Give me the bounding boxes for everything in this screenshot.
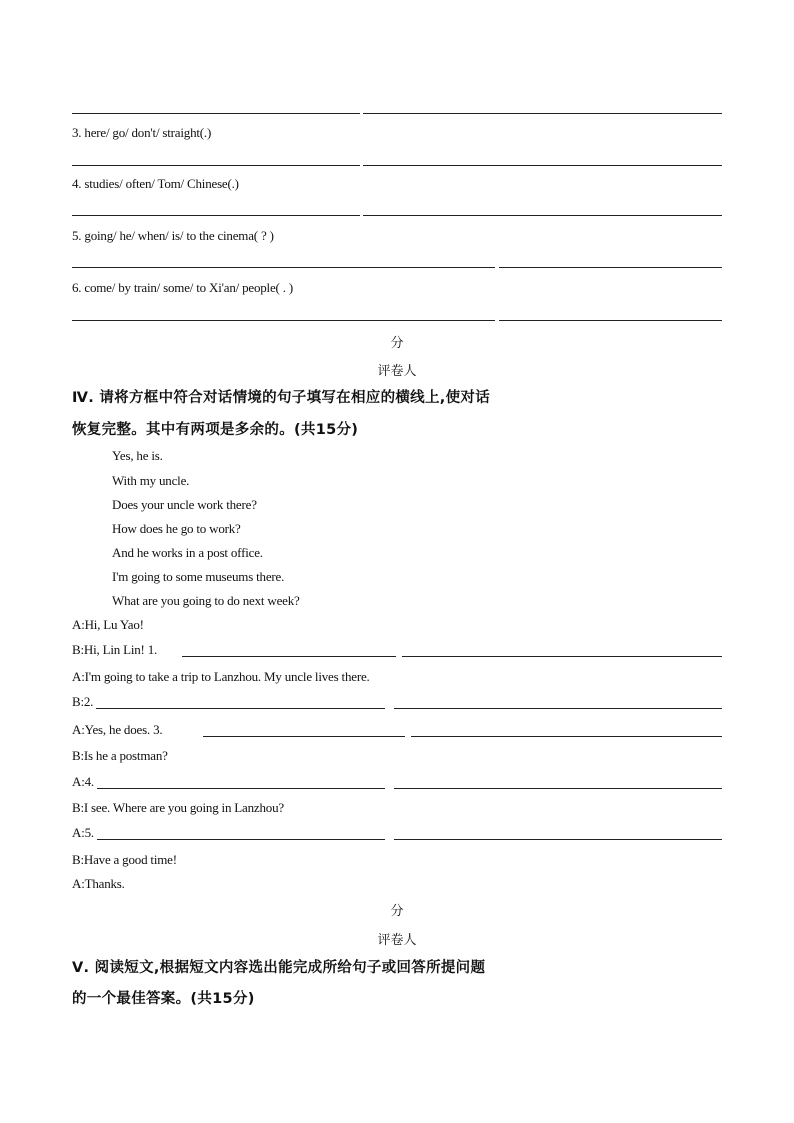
- score-label: 分: [390, 336, 404, 351]
- dialogue-line: B:Have a good time!: [72, 852, 177, 867]
- dialogue-line: A:Thanks.: [72, 876, 125, 891]
- answer-line[interactable]: [72, 165, 360, 166]
- rearrange-item: 5. going/ he/ when/ is/ to the cinema( ? ): [72, 228, 274, 243]
- dialogue-line: A:Yes, he does. 3.: [72, 722, 163, 737]
- section-4-title-line-2: 恢复完整。其中有两项是多余的。(共15分): [72, 422, 359, 438]
- answer-line-1b[interactable]: [402, 656, 722, 657]
- option-item: With my uncle.: [112, 473, 190, 488]
- option-item: Yes, he is.: [112, 448, 163, 463]
- option-item: What are you going to do next week?: [112, 593, 300, 608]
- answer-line[interactable]: [72, 320, 495, 321]
- dialogue-line: B:Is he a postman?: [72, 748, 168, 763]
- answer-line-3a[interactable]: [203, 736, 405, 737]
- dialogue-line: B:Hi, Lin Lin! 1.: [72, 642, 158, 657]
- answer-line[interactable]: [72, 267, 495, 268]
- answer-line-2a[interactable]: [96, 708, 385, 709]
- answer-line-4b[interactable]: [394, 788, 722, 789]
- dialogue-line: A:4.: [72, 774, 94, 789]
- section-4-title-line-1: Ⅳ. 请将方框中符合对话情境的句子填写在相应的横线上,使对话: [72, 390, 490, 406]
- answer-line-4a[interactable]: [97, 788, 385, 789]
- rearrange-item: 4. studies/ often/ Tom/ Chinese(.): [72, 176, 239, 191]
- answer-line[interactable]: [363, 113, 722, 114]
- answer-line-2b[interactable]: [394, 708, 722, 709]
- dialogue-line: B:I see. Where are you going in Lanzhou?: [72, 800, 284, 815]
- answer-line[interactable]: [363, 215, 722, 216]
- dialogue-line: A:Hi, Lu Yao!: [72, 617, 144, 632]
- answer-line-5a[interactable]: [97, 839, 385, 840]
- answer-line[interactable]: [499, 320, 722, 321]
- grader-label: 评卷人: [377, 933, 417, 948]
- rearrange-item: 3. here/ go/ don't/ straight(.): [72, 125, 212, 140]
- section-5-title-line-2: 的一个最佳答案。(共15分): [72, 991, 255, 1007]
- answer-line[interactable]: [72, 113, 360, 114]
- answer-line-3b[interactable]: [411, 736, 722, 737]
- option-item: I'm going to some museums there.: [112, 569, 285, 584]
- score-label: 分: [390, 904, 404, 919]
- answer-line[interactable]: [499, 267, 722, 268]
- dialogue-line: B:2.: [72, 694, 94, 709]
- dialogue-line: A:I'm going to take a trip to Lanzhou. My uncle lives there.: [72, 669, 370, 684]
- rearrange-item: 6. come/ by train/ some/ to Xi'an/ people( . ): [72, 280, 293, 295]
- answer-line[interactable]: [363, 165, 722, 166]
- answer-line-1a[interactable]: [182, 656, 396, 657]
- section-5-title-line-1: Ⅴ. 阅读短文,根据短文内容选出能完成所给句子或回答所提问题: [72, 960, 486, 976]
- grader-label: 评卷人: [377, 364, 417, 379]
- dialogue-line: A:5.: [72, 825, 94, 840]
- answer-line[interactable]: [72, 215, 360, 216]
- option-item: And he works in a post office.: [112, 545, 263, 560]
- option-item: How does he go to work?: [112, 521, 241, 536]
- answer-line-5b[interactable]: [394, 839, 722, 840]
- option-item: Does your uncle work there?: [112, 497, 257, 512]
